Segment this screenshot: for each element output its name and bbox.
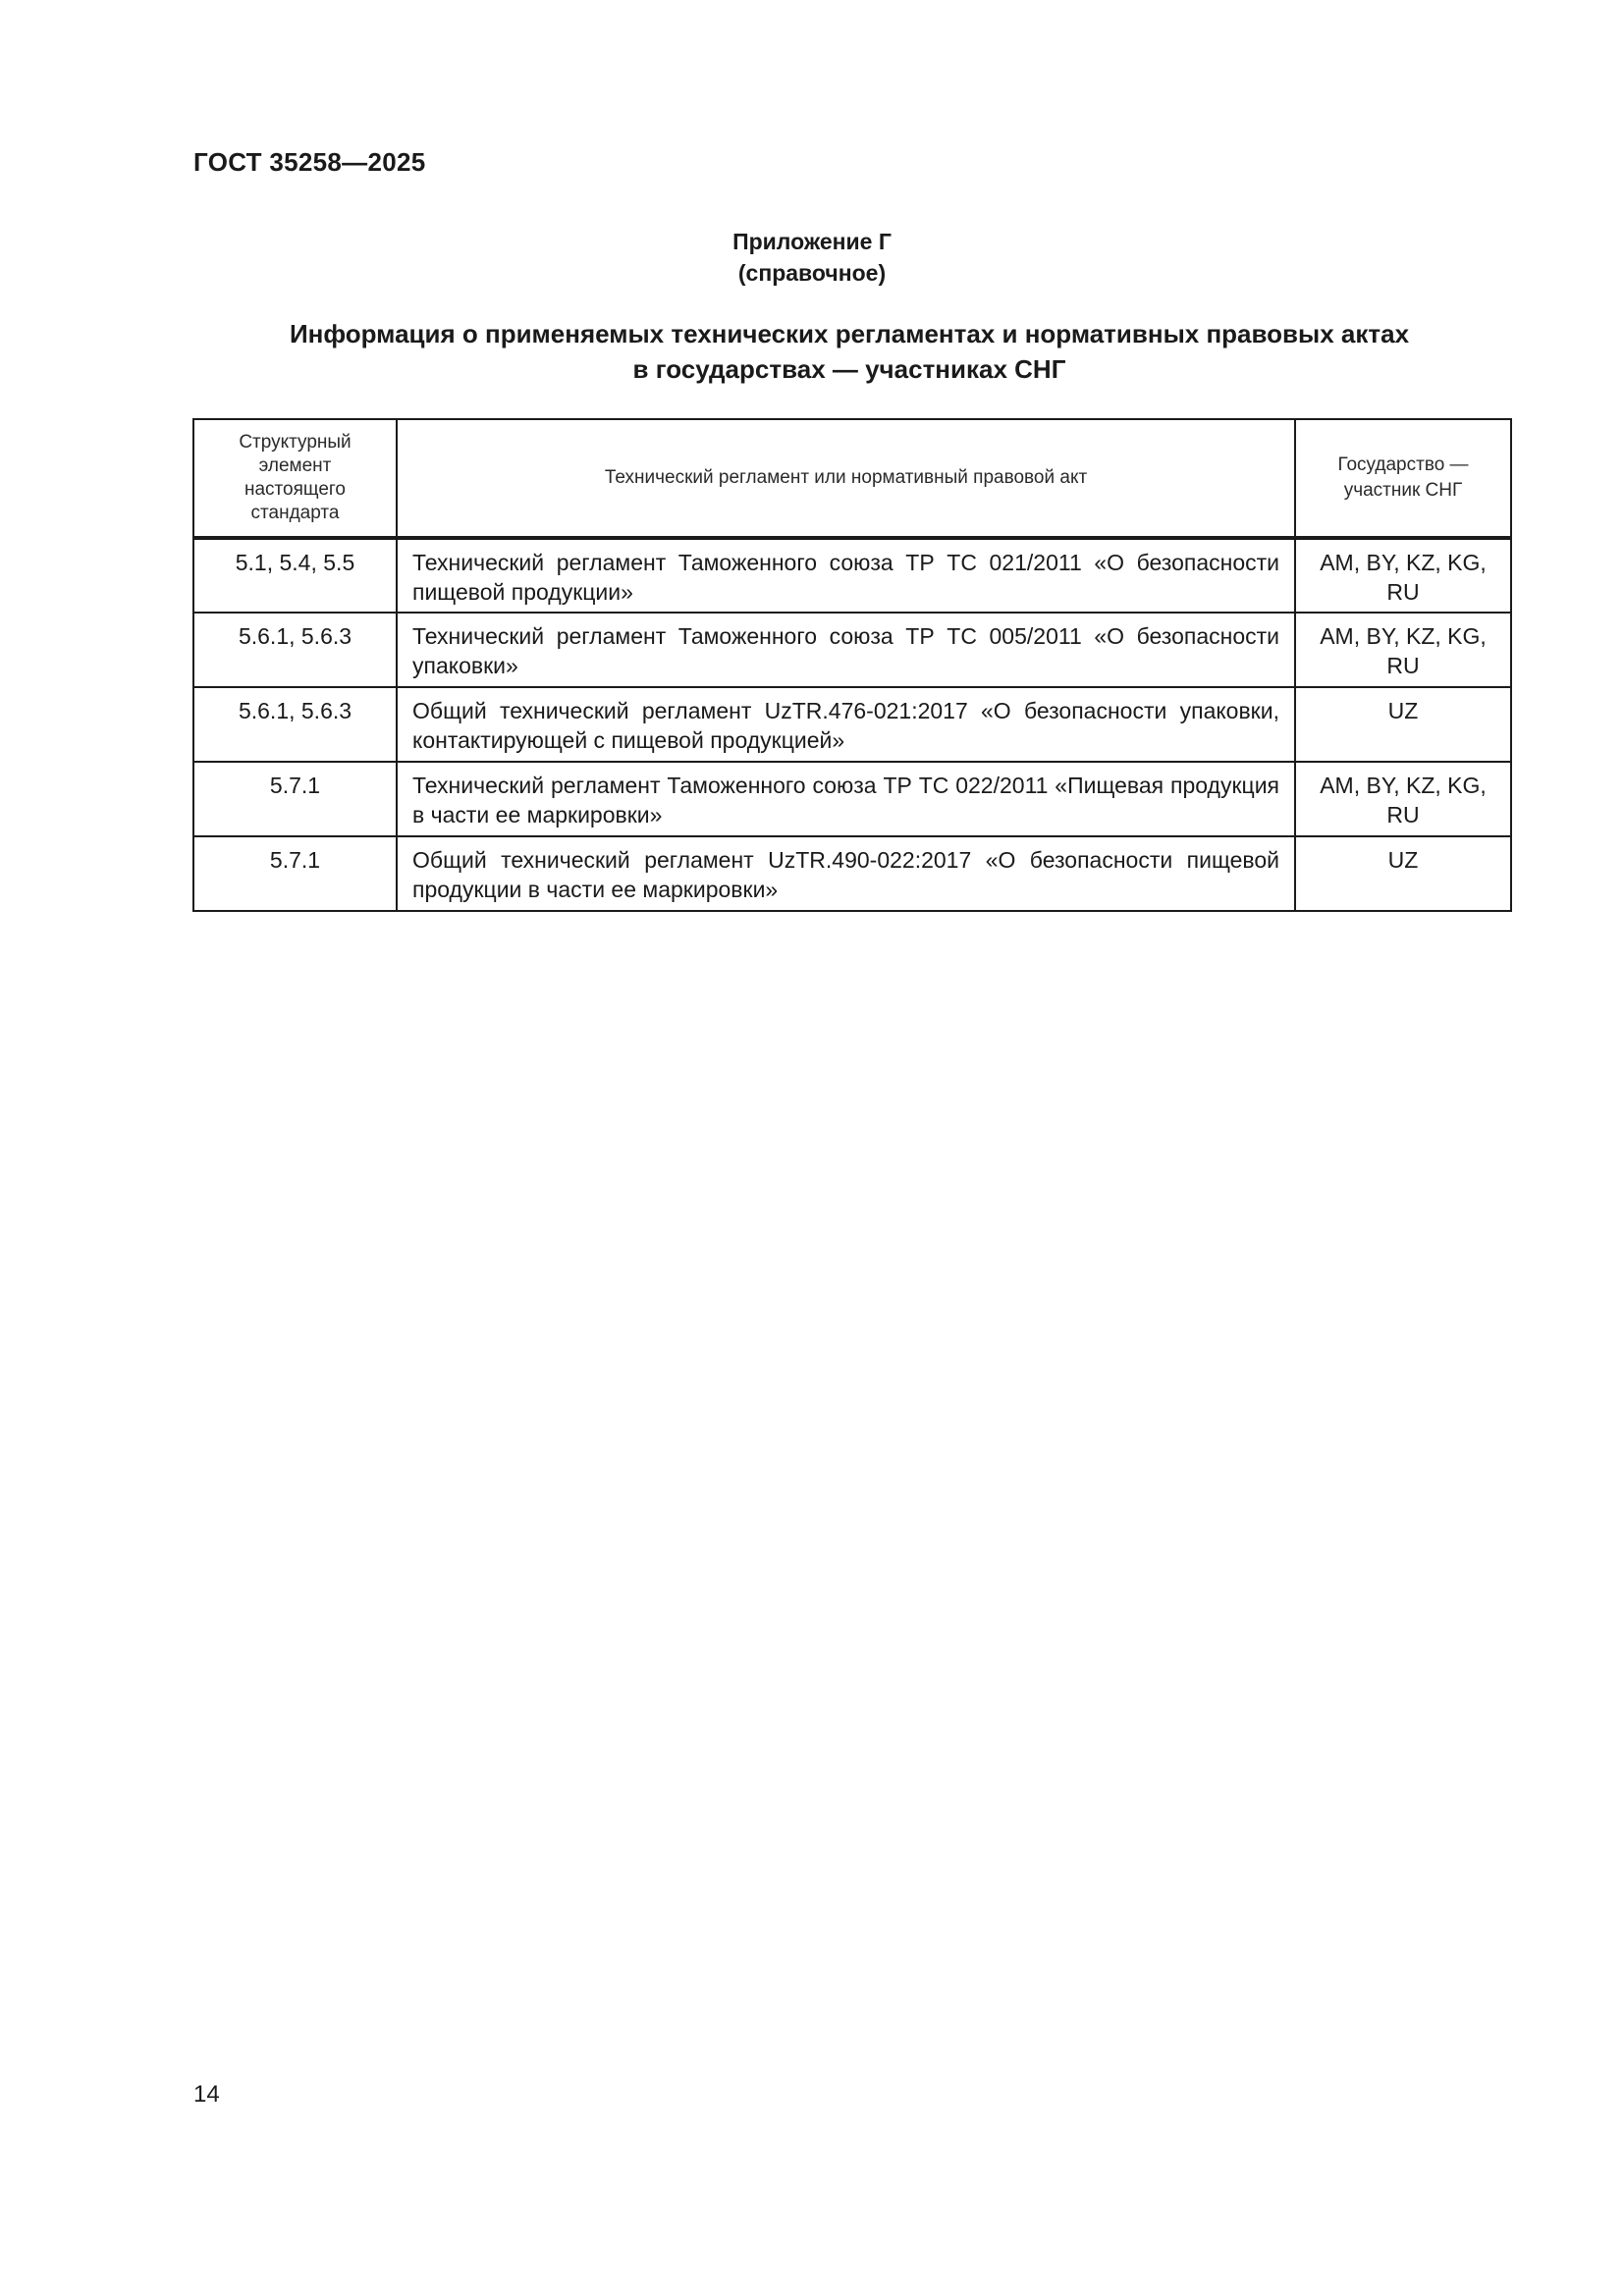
- cell-member-state: UZ: [1295, 687, 1511, 762]
- header-element-line: элемент: [258, 455, 332, 476]
- header-state-line: участник СНГ: [1343, 480, 1463, 501]
- page-title: [196, 316, 1502, 387]
- document-code: ГОСТ 35258—2025: [193, 147, 426, 177]
- cell-structural-element: 5.1, 5.4, 5.5: [193, 538, 397, 613]
- header-element-line: стандарта: [250, 503, 340, 523]
- cell-structural-element: 5.6.1, 5.6.3: [193, 613, 397, 687]
- header-structural-element: [193, 419, 397, 538]
- cell-regulation-act: Технический регламент Таможенного союза ТР ТС 021/2011 «О безопасности пищевой продукции»: [397, 538, 1295, 613]
- table-row: [193, 613, 1511, 687]
- table-row: [193, 762, 1511, 836]
- header-member-state: [1295, 419, 1511, 538]
- table-header-row: [193, 419, 1511, 538]
- regulations-table: [192, 418, 1512, 912]
- cell-structural-element: 5.6.1, 5.6.3: [193, 687, 397, 762]
- header-regulation-act: Технический регламент или нормативный правовой акт: [397, 419, 1295, 538]
- header-element-line: Структурный: [239, 432, 352, 453]
- header-state-line: Государство —: [1337, 454, 1469, 475]
- cell-member-state: UZ: [1295, 836, 1511, 911]
- header-element-line: настоящего: [244, 479, 346, 500]
- cell-regulation-act: Общий технический регламент UzTR.476-021:2017 «О безопасности упаковки, контактирующей с пищевой продукцией»: [397, 687, 1295, 762]
- cell-structural-element: 5.7.1: [193, 836, 397, 911]
- table-row: [193, 538, 1511, 613]
- annex-heading: [0, 226, 1624, 289]
- annex-title: Приложение Г: [732, 229, 892, 254]
- cell-member-state: AM, BY, KZ, KG, RU: [1295, 613, 1511, 687]
- annex-type: (справочное): [737, 260, 887, 286]
- cell-member-state: AM, BY, KZ, KG, RU: [1295, 762, 1511, 836]
- cell-structural-element: 5.7.1: [193, 762, 397, 836]
- table-row: [193, 836, 1511, 911]
- page-title-line-1: Информация о применяемых технических регламентах и нормативных правовых актах: [289, 319, 1410, 348]
- page-title-line-2: в государствах — участниках СНГ: [632, 354, 1066, 384]
- cell-regulation-act: Технический регламент Таможенного союза ТР ТС 005/2011 «О безопасности упаковки»: [397, 613, 1295, 687]
- table-row: [193, 687, 1511, 762]
- cell-regulation-act: Технический регламент Таможенного союза ТР ТС 022/2011 «Пищевая продукция в части ее маркировки»: [397, 762, 1295, 836]
- page-number: 14: [193, 2081, 220, 2108]
- cell-member-state: AM, BY, KZ, KG, RU: [1295, 538, 1511, 613]
- cell-regulation-act: Общий технический регламент UzTR.490-022:2017 «О безопасности пищевой продукции в части ее маркировки»: [397, 836, 1295, 911]
